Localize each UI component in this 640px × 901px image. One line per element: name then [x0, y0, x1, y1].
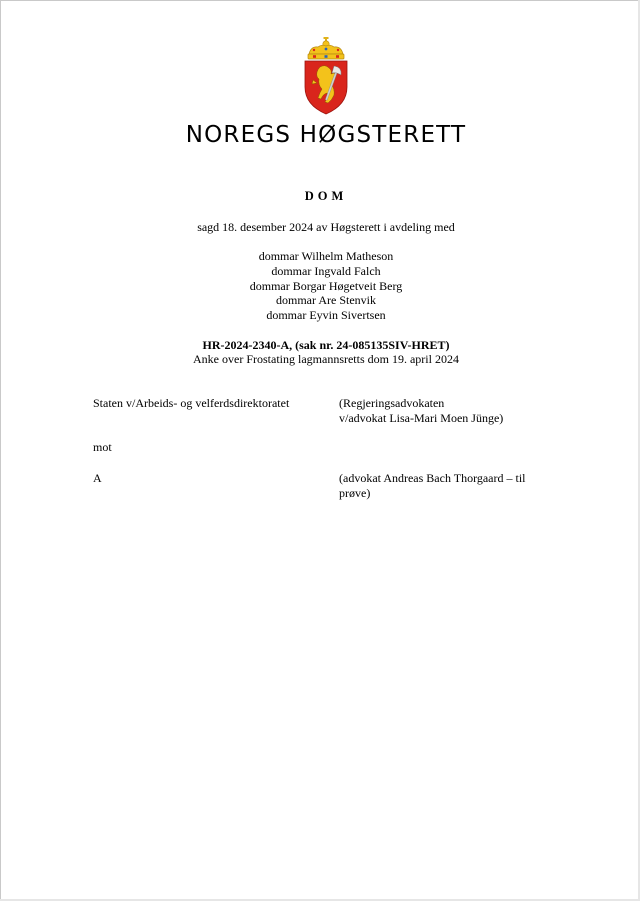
judge-name: dommar Are Stenvik: [276, 293, 376, 307]
appellant-counsel-line1: (Regjeringsadvokaten: [339, 396, 445, 410]
appeal-description: Anke over Frostating lagmannsretts dom 19. april 2024: [193, 352, 459, 366]
respondent-counsel-line1: (advokat Andreas Bach Thorgaard – til: [339, 471, 526, 485]
norwegian-coat-of-arms-icon: [301, 37, 351, 115]
judge-name: dommar Borgar Høgetveit Berg: [249, 279, 403, 293]
appellant-name: Staten v/Arbeids- og velferdsdirektoratet: [93, 396, 290, 410]
court-name: NOREGS HØGSTERETT: [185, 122, 467, 148]
appellant-counsel-line2: v/advokat Lisa-Mari Moen Jünge): [339, 411, 504, 425]
document-type-heading: DOM: [304, 189, 348, 203]
judge-name: dommar Eyvin Sivertsen: [266, 308, 386, 322]
case-reference: HR-2024-2340-A, (sak nr. 24-085135SIV-HRET): [202, 338, 450, 352]
delivery-statement: sagd 18. desember 2024 av Høgsterett i avdeling med: [197, 220, 455, 234]
versus-label: mot: [93, 440, 112, 454]
judge-name: dommar Wilhelm Matheson: [258, 249, 394, 263]
judge-name: dommar Ingvald Falch: [271, 264, 381, 278]
respondent-counsel-line2: prøve): [339, 486, 371, 500]
respondent-name: A: [93, 471, 102, 485]
